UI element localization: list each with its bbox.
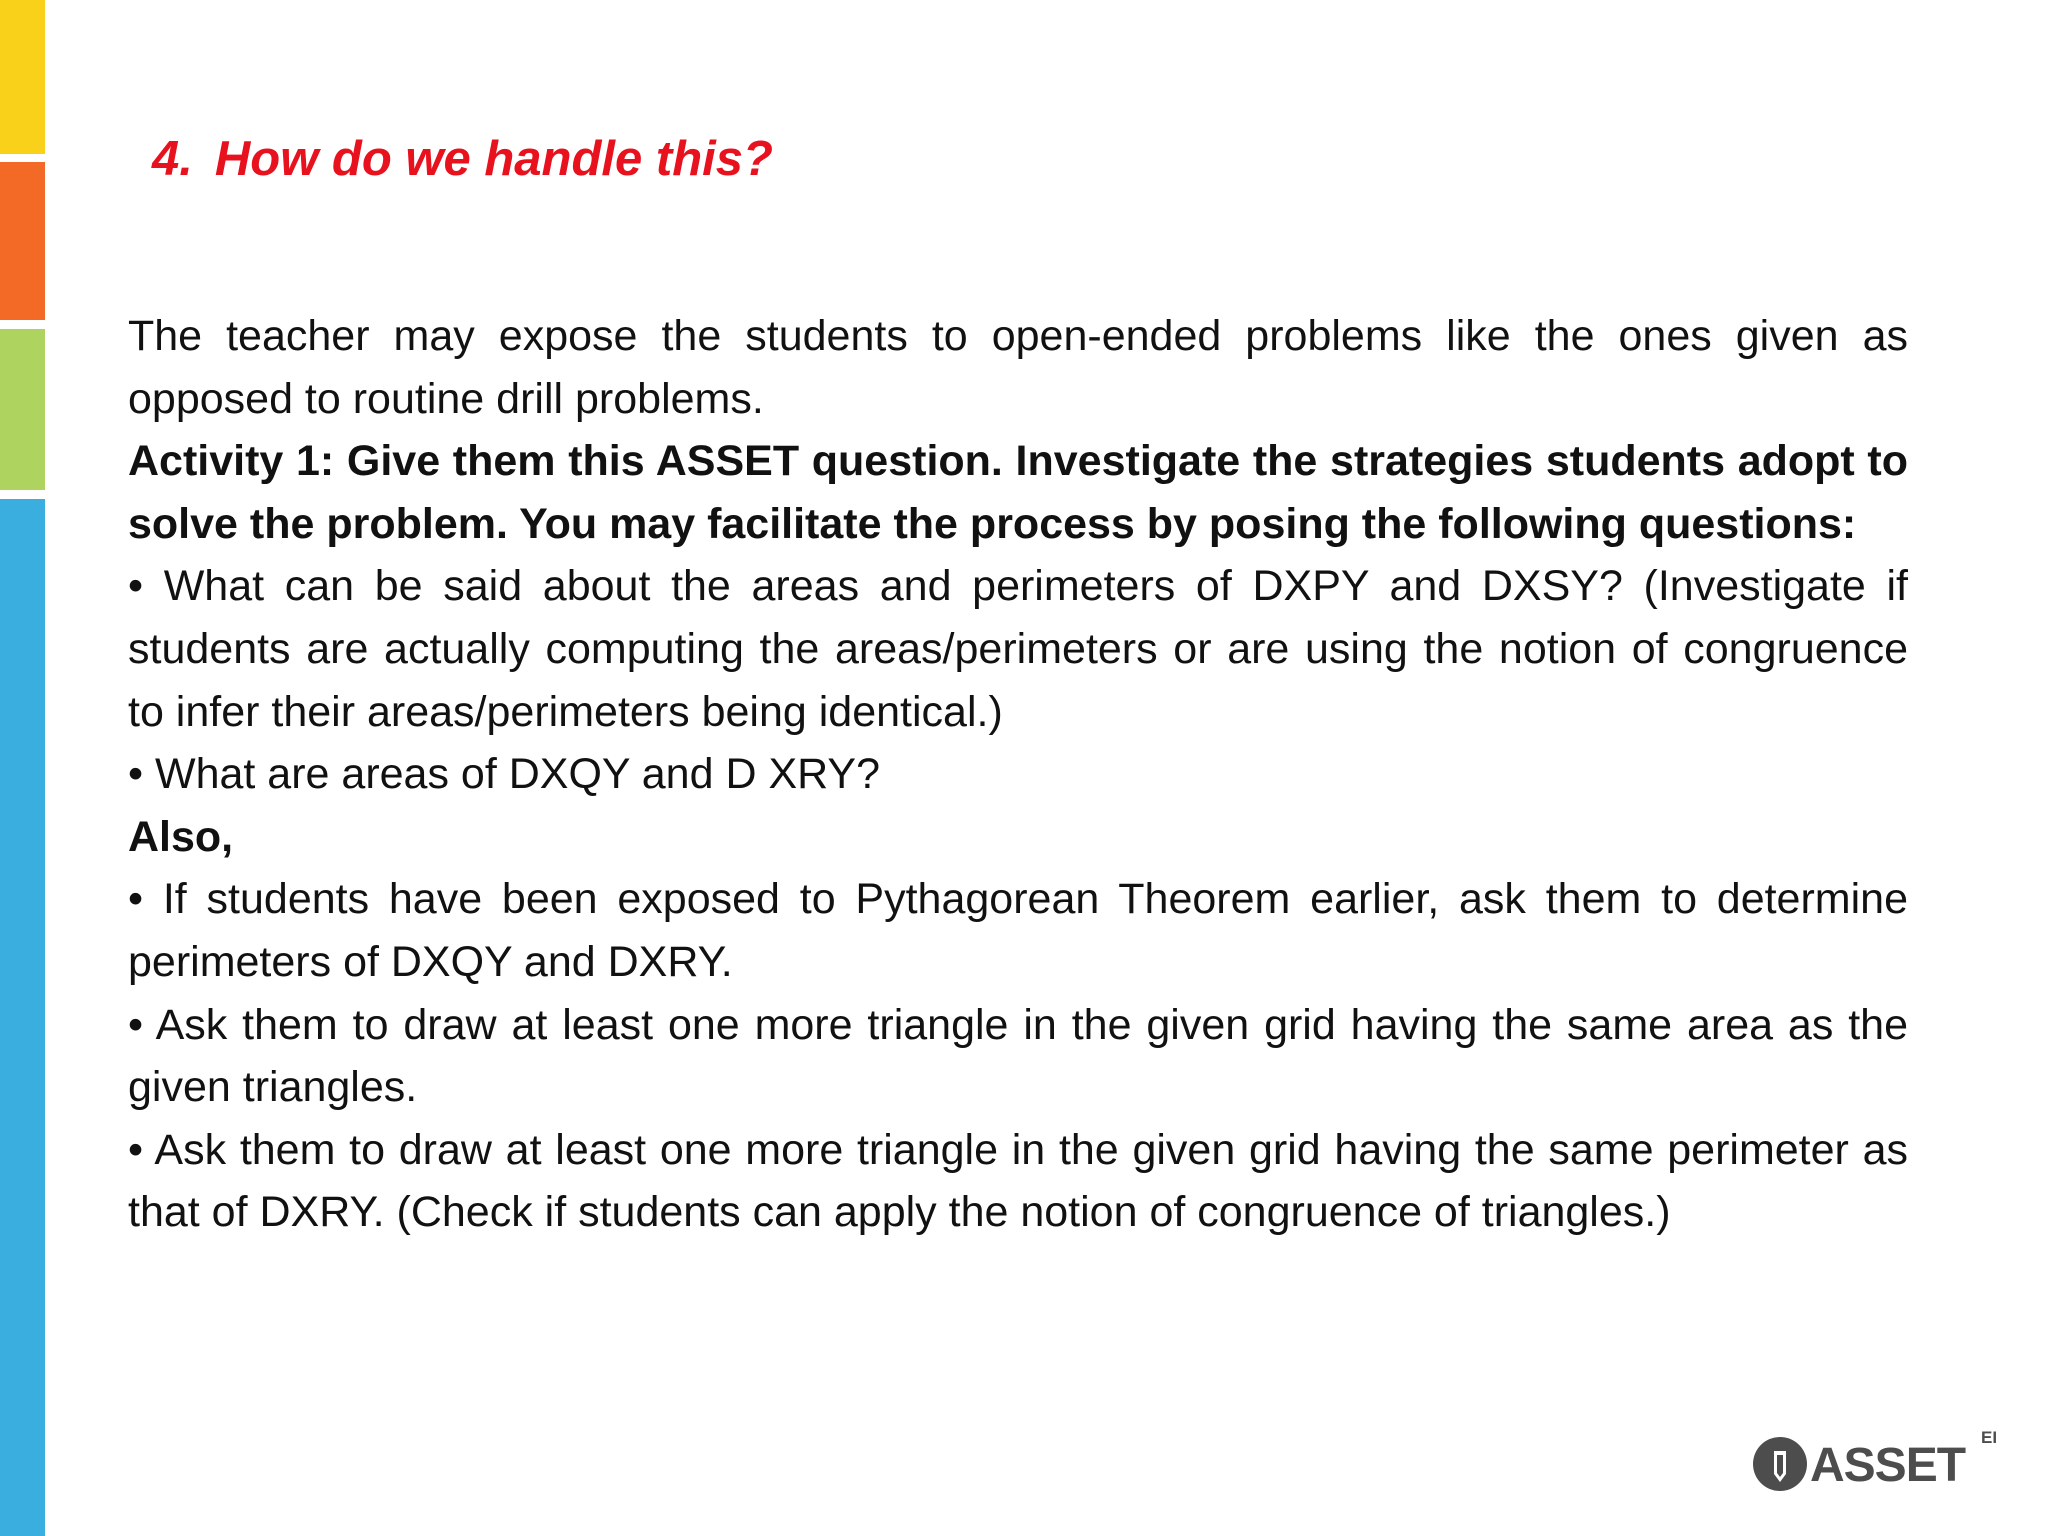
- bullet-areas-perimeters: • What can be said about the areas and perimeters of DXPY and DXSY? (Investigate if students are actually computing the areas/perimeters or are using the notion of congruence to infer their areas/perimeters being identical.): [128, 562, 1908, 736]
- bullet-same-perimeter: • Ask them to draw at least one more triangle in the given grid having the same perimeter as that of DXRY. (Check if students can apply the notion of congruence of triangles.): [128, 1125, 1908, 1237]
- paragraph-intro: The teacher may expose the students to open-ended problems like the ones given as opposed to routine drill problems.: [128, 312, 1908, 423]
- logo-text: ASSET: [1810, 1439, 1966, 1492]
- accent-stripe-green: [0, 329, 45, 490]
- heading-number: 4.: [152, 132, 193, 186]
- accent-stripe-orange: [0, 162, 45, 320]
- accent-stripe-yellow: [0, 0, 45, 154]
- logo-superscript: EI: [1981, 1428, 1998, 1447]
- slide-body: [128, 305, 1908, 1244]
- asset-logo: [1752, 1424, 2012, 1504]
- paragraph-activity: Activity 1: Give them this ASSET question. Investigate the strategies students adopt to solve the problem. You may facilitate the process by posing the following questions:: [128, 437, 1908, 548]
- bullet-areas-question: • What are areas of DXQY and D XRY?: [128, 750, 880, 799]
- bullet-pythagorean: • If students have been exposed to Pythagorean Theorem earlier, ask them to determine perimeters of DXQY and DXRY.: [128, 875, 1908, 986]
- paragraph-also: Also,: [128, 812, 234, 861]
- pencil-badge-icon: [1752, 1436, 1808, 1492]
- heading-text: How do we handle this?: [214, 132, 773, 186]
- slide-heading: [152, 124, 773, 194]
- accent-stripe-blue: [0, 499, 45, 1536]
- bullet-same-area: • Ask them to draw at least one more triangle in the given grid having the same area as the given triangles.: [128, 1000, 1908, 1112]
